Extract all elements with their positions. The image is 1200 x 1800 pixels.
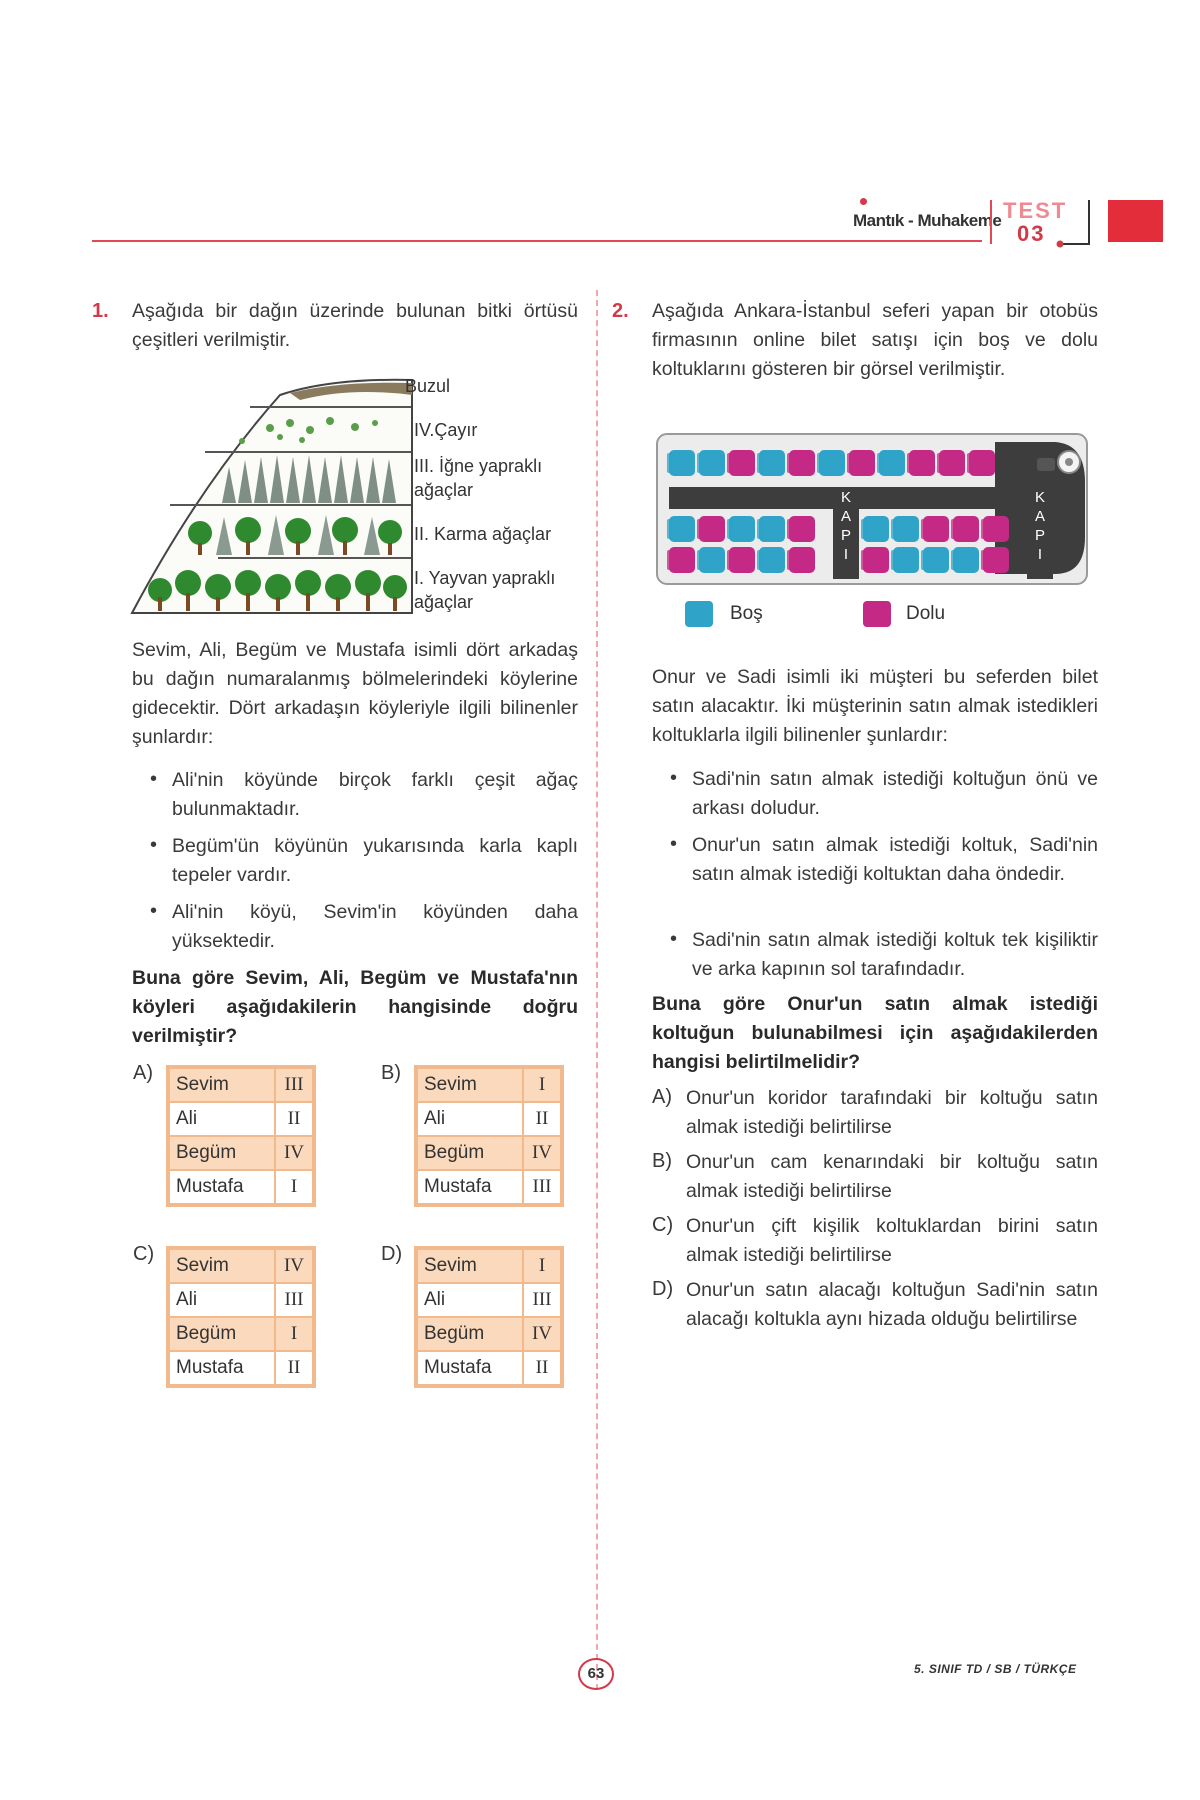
zone-cell: I: [275, 1170, 313, 1204]
name-cell: Ali: [169, 1102, 275, 1136]
seat-back: [697, 453, 703, 473]
name-cell: Mustafa: [417, 1351, 523, 1385]
answer-b-text[interactable]: Onur'un cam kenarındaki bir koltuğu satın almak istediği belirtilirse: [686, 1151, 1098, 1202]
bullet-marker: •: [150, 768, 158, 790]
page-number: 63: [578, 1658, 614, 1690]
option-b-label[interactable]: B): [381, 1062, 401, 1084]
answer-d-label[interactable]: D): [652, 1278, 674, 1300]
option-c-label[interactable]: C): [133, 1243, 155, 1265]
option-b-table[interactable]: [414, 1065, 564, 1207]
name-cell: Begüm: [417, 1317, 523, 1351]
seat-back: [937, 453, 943, 473]
legend-empty-label: Boş: [730, 603, 763, 624]
seat-back: [861, 550, 867, 570]
answer-b-label[interactable]: B): [652, 1150, 672, 1172]
bullet-marker: •: [670, 833, 678, 855]
zone-cell: III: [523, 1170, 561, 1204]
zone-cell: IV: [523, 1317, 561, 1351]
answer-a-text[interactable]: Onur'un koridor tarafındaki bir koltuğu satın almak istediği belirtilirse: [686, 1087, 1098, 1138]
option-d-table[interactable]: [414, 1246, 564, 1388]
zone-cell: I: [523, 1068, 561, 1102]
label-yayvan-yaprakli: I. Yayvan yapraklı ağaçlar: [414, 568, 556, 612]
seat-back: [787, 550, 793, 570]
answer-d-text[interactable]: Onur'un satın alacağı koltuğun Sadi'nin satın alacağı koltukla aynı hizada olduğu belirtilirse: [686, 1279, 1098, 1330]
zone-cell: I: [523, 1249, 561, 1283]
option-d-label[interactable]: D): [381, 1243, 403, 1265]
seat-back: [981, 519, 987, 539]
question-2-number: 2.: [612, 300, 629, 322]
legend-empty-swatch: [685, 601, 713, 627]
seat-back: [891, 519, 897, 539]
seat-back: [921, 550, 927, 570]
name-cell: Ali: [417, 1102, 523, 1136]
section-title: Mantık - Muhakeme: [853, 211, 1002, 230]
zone-cell: III: [275, 1283, 313, 1317]
bullet-marker: •: [670, 767, 678, 789]
header-dot: [860, 198, 867, 205]
question-2-prompt: Buna göre Onur'un satın almak istediği koltuğun bulunabilmesi için aşağıdakilerden hangisi belirtilmelidir?: [652, 993, 1098, 1073]
question-2-bullet-1: Sadi'nin satın almak istediği koltuğun önü ve arkası doludur.: [692, 768, 1098, 819]
seat-back: [787, 519, 793, 539]
question-1-bullet-2: Begüm'ün köyünün yukarısında karla kaplı tepeler vardır.: [172, 835, 578, 886]
option-a-table[interactable]: [166, 1065, 316, 1207]
question-1-number: 1.: [92, 300, 109, 322]
label-cayir: IV.Çayır: [414, 420, 478, 440]
footer-course-label: 5. SINIF TD / SB / TÜRKÇE: [914, 1662, 1077, 1676]
bullet-marker: •: [150, 834, 158, 856]
seat-back: [891, 550, 897, 570]
question-2-paragraph: Onur ve Sadi isimli iki müşteri bu seferden bilet satın alacaktır. İki müşterinin satın almak istedikleri koltuklarla ilgili bilinenler şunlardır:: [652, 666, 1098, 746]
answer-a-label[interactable]: A): [652, 1086, 672, 1108]
name-cell: Ali: [417, 1283, 523, 1317]
option-c-table[interactable]: [166, 1246, 316, 1388]
seat-back: [817, 453, 823, 473]
seat-back: [757, 453, 763, 473]
question-2-bullet-2: Onur'un satın almak istediği koltuk, Sadi'nin satın almak istediği koltuktan daha öndedir.: [692, 834, 1098, 885]
bullet-marker: •: [150, 900, 158, 922]
seat-back: [667, 453, 673, 473]
legend-full-label: Dolu: [906, 603, 946, 624]
bus-seat-map: [655, 432, 1095, 590]
header-color-tab: [1108, 200, 1163, 242]
door-letter: A: [1034, 508, 1046, 525]
seat-back: [921, 519, 927, 539]
question-1-bullet-1: Ali'nin köyünde birçok farklı çeşit ağaç bulunmaktadır.: [172, 769, 578, 820]
name-cell: Sevim: [417, 1249, 523, 1283]
label-igne-yaprakli: III. İğne yapraklı ağaçlar: [414, 456, 543, 500]
seat-back: [757, 550, 763, 570]
zone-cell: IV: [523, 1136, 561, 1170]
question-2-bullet-3: Sadi'nin satın almak istediği koltuk tek kişiliktir ve arka kapının sol tarafındadır.: [692, 929, 1098, 980]
name-cell: Begüm: [417, 1136, 523, 1170]
seat-back: [697, 519, 703, 539]
answer-c-label[interactable]: C): [652, 1214, 674, 1236]
option-a-label[interactable]: A): [133, 1062, 153, 1084]
name-cell: Sevim: [169, 1068, 275, 1102]
name-cell: Mustafa: [169, 1351, 275, 1385]
seat-back: [981, 550, 987, 570]
name-cell: Begüm: [169, 1317, 275, 1351]
question-1-paragraph: Sevim, Ali, Begüm ve Mustafa isimli dört arkadaş bu dağın numaralanmış bölmelerindeki köylerine gidecektir. Dört arkadaşın köyleriyle ilgili bilinenler şunlardır:: [132, 639, 578, 748]
door-letter: I: [1037, 546, 1043, 563]
legend-full-swatch: [863, 601, 891, 627]
test-label: TEST: [1003, 198, 1068, 223]
column-divider: [596, 290, 598, 1690]
question-1-prompt: Buna göre Sevim, Ali, Begüm ve Mustafa'nın köyleri aşağıdakilerin hangisinde doğru verilmiştir?: [132, 967, 578, 1047]
seat-back: [877, 453, 883, 473]
bullet-marker: •: [670, 928, 678, 950]
door-letter: K: [1034, 489, 1046, 506]
name-cell: Mustafa: [169, 1170, 275, 1204]
door-letter: A: [840, 508, 852, 525]
name-cell: Mustafa: [417, 1170, 523, 1204]
seat-back: [967, 453, 973, 473]
zone-cell: II: [275, 1351, 313, 1385]
name-cell: Begüm: [169, 1136, 275, 1170]
door-letter: P: [840, 527, 852, 544]
seat-back: [907, 453, 913, 473]
zone-cell: IV: [275, 1136, 313, 1170]
seat-back: [847, 453, 853, 473]
zone-cell: II: [523, 1102, 561, 1136]
header-rule: [92, 240, 982, 242]
door-letter: P: [1034, 527, 1046, 544]
seat-back: [951, 519, 957, 539]
zone-cell: I: [275, 1317, 313, 1351]
zone-cell: III: [275, 1068, 313, 1102]
seat-back: [727, 519, 733, 539]
question-1-intro: Aşağıda bir dağın üzerinde bulunan bitki örtüsü çeşitleri verilmiştir.: [132, 300, 578, 351]
zone-cell: III: [523, 1283, 561, 1317]
seat-back: [667, 519, 673, 539]
name-cell: Ali: [169, 1283, 275, 1317]
seat-back: [727, 453, 733, 473]
seat-back: [951, 550, 957, 570]
door-letter: K: [840, 489, 852, 506]
zone-cell: II: [523, 1351, 561, 1385]
zone-cell: II: [275, 1102, 313, 1136]
question-1-bullet-3: Ali'nin köyü, Sevim'in köyünden daha yüksektedir.: [172, 901, 578, 952]
zone-cell: IV: [275, 1249, 313, 1283]
question-2-intro: Aşağıda Ankara-İstanbul seferi yapan bir otobüs firmasının online bilet satışı için boş ve dolu koltuklarını gösteren bir görsel verilmiştir.: [652, 300, 1098, 380]
label-karma: II. Karma ağaçlar: [414, 524, 552, 544]
label-buzul: Buzul: [405, 376, 451, 396]
seat-back: [667, 550, 673, 570]
test-number: 03: [1017, 221, 1046, 246]
seat-back: [697, 550, 703, 570]
answer-c-text[interactable]: Onur'un çift kişilik koltuklardan birini satın almak istediği belirtilirse: [686, 1215, 1098, 1266]
door-letter: I: [843, 546, 849, 563]
name-cell: Sevim: [169, 1249, 275, 1283]
seat-back: [861, 519, 867, 539]
seat-back: [757, 519, 763, 539]
name-cell: Sevim: [417, 1068, 523, 1102]
seat-back: [787, 453, 793, 473]
mountain-vegetation-diagram: [130, 375, 420, 615]
seat-back: [727, 550, 733, 570]
